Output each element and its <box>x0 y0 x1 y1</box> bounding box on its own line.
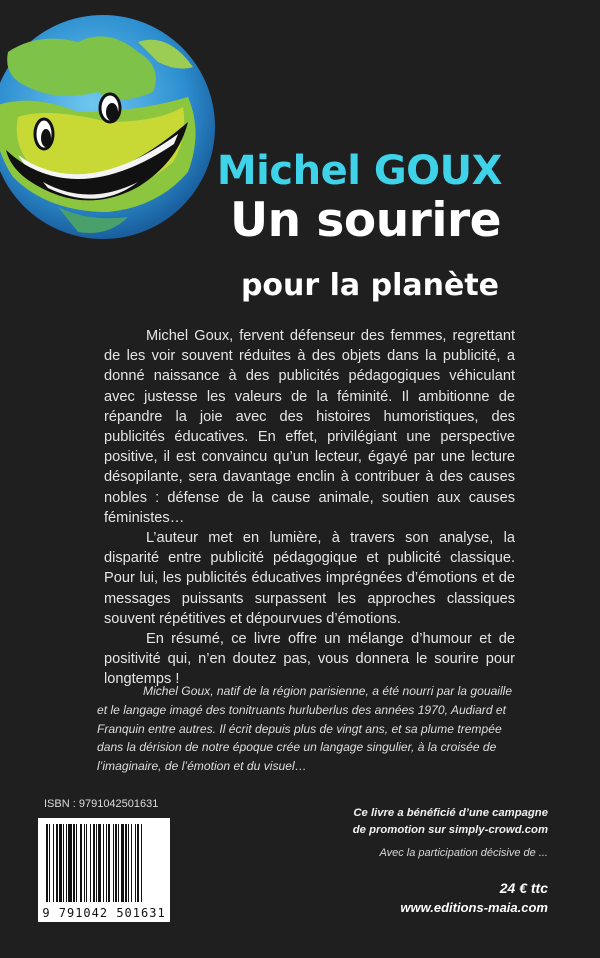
author-bio <box>97 682 515 776</box>
author-bio-text: Michel Goux, natif de la région parisienne, a été nourri par la gouaille et le langage imagé des tonitruants hurluberlus des années 1970, Audiard et Franquin entre autres. Il écrit depuis plus de vingt ans, et sa plume trempée dans la dérision de notre époque crée un langage singulier, à la croisée de l’imaginaire, de l’émotion et du visuel… <box>97 684 513 774</box>
book-title-line2: pour la planète <box>240 268 499 303</box>
back-cover-blurb <box>104 326 515 690</box>
blurb-paragraph: L’auteur met en lumière, à travers son analyse, la disparité entre publicité pédagogique et publicité classique. Pour lui, les publicités éducatives imprégnées d’émotions et de messages puissants surpassent les approches classiques souvent répétitives et dépourvues d’émotions. <box>104 530 515 627</box>
author-name: Michel GOUX <box>216 148 502 194</box>
barcode-number: 9 791042 501631 <box>42 906 166 920</box>
blurb-paragraph: Michel Goux, fervent défenseur des femmes, regrettant de les voir souvent réduites à des objets dans la publicité, a donné naissance à des publicités pédagogiques véhiculant avec justesse les valeurs de la féminité. Il ambitionne de répandre la joie avec des histoires humoristiques, des publicités éducatives. En effet, privilégiant une perspective positive, il est convaincu qu’un lecteur, égayé par une lecture désopilante, sera davantage enclin à contribuer à des causes nobles : défense de la cause animale, soutien aux causes féministes… <box>104 328 515 526</box>
publisher-website: www.editions-maia.com <box>400 900 548 915</box>
barcode-bars <box>38 818 170 906</box>
price: 24 € ttc <box>499 880 548 896</box>
isbn-label: ISBN : 9791042501631 <box>44 798 159 810</box>
promotion-note <box>353 805 548 839</box>
promo-line-1: Ce livre a bénéficié d’une campagne <box>353 807 548 819</box>
participation-note: Avec la participation décisive de ... <box>379 847 548 859</box>
isbn-barcode <box>38 818 170 922</box>
promo-line-2: de promotion sur simply-crowd.com <box>352 824 548 836</box>
blurb-paragraph: En résumé, ce livre offre un mélange d’humour et de positivité qui, n’en doutez pas, vous donnera le sourire pour longtemps ! <box>104 631 515 688</box>
book-title-line1: Un sourire <box>229 193 501 248</box>
smiling-globe-illustration <box>0 12 218 242</box>
